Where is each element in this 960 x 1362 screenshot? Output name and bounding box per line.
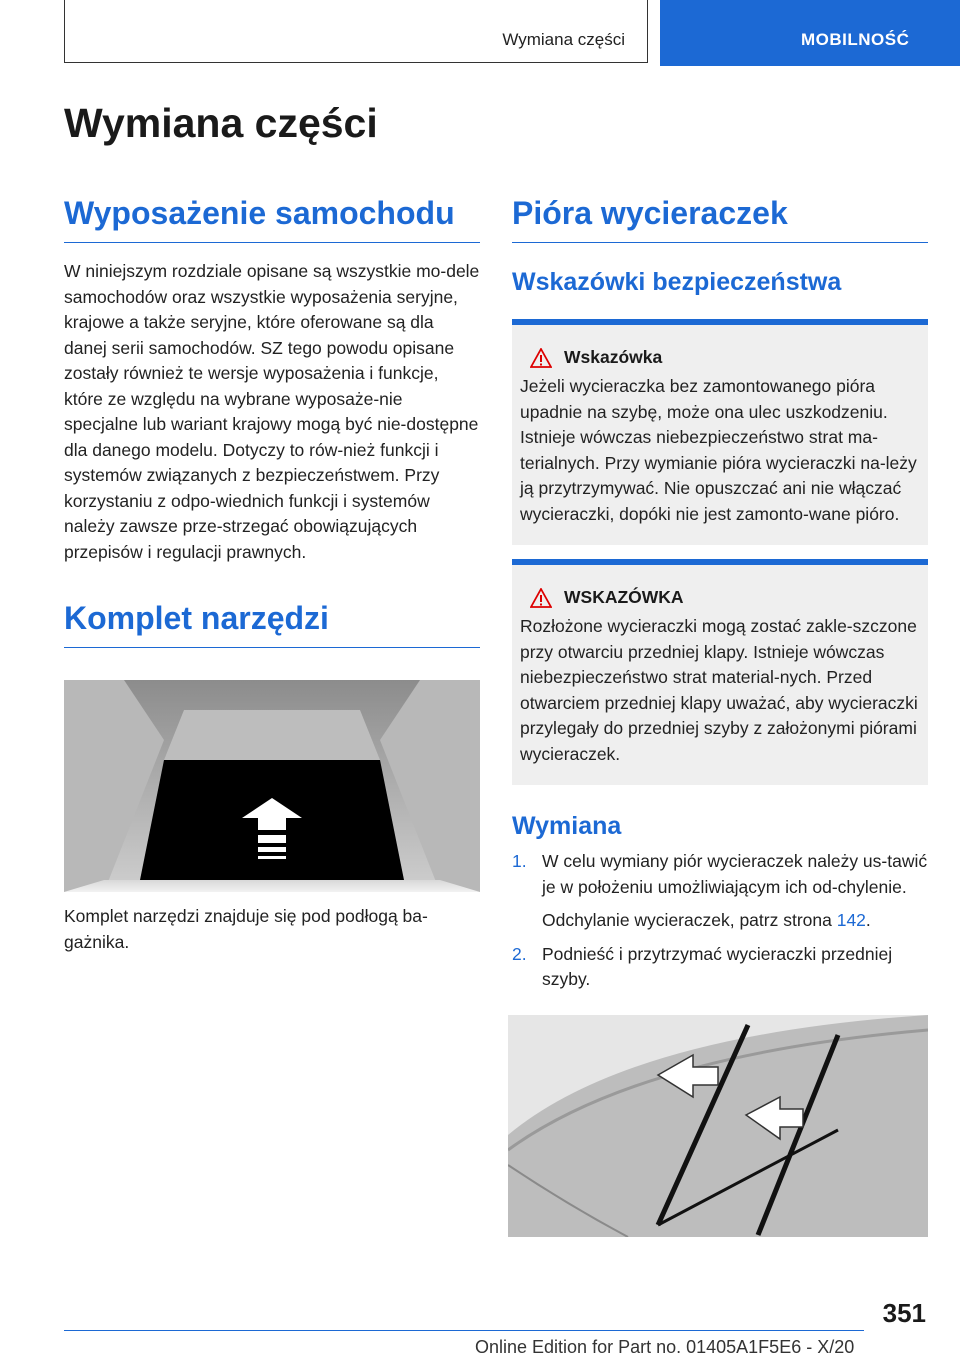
warning-box (512, 559, 928, 785)
toolkit-heading: Komplet narzędzi (64, 595, 480, 648)
step-subtext: Odchylanie wycieraczek, patrz strona 142. (542, 910, 871, 930)
list-item (512, 942, 928, 993)
footer-divider (64, 1330, 864, 1331)
step-number: 2. (512, 943, 527, 964)
left-column (64, 190, 480, 955)
page-title: Wymiana części (64, 100, 378, 146)
edition-text: Online Edition for Part no. 01405A1F5E6 - X/20 (475, 1337, 855, 1357)
warning-triangle-icon (530, 588, 552, 608)
page-number: 351 (882, 1298, 926, 1328)
chapter-title: MOBILNOŚĆ (801, 30, 910, 49)
page-header (0, 0, 960, 66)
right-column (512, 190, 928, 1237)
step-text: W celu wymiany piór wycieraczek należy us-tawić je w położeniu umożliwiającym ich od-chylenie. (542, 851, 928, 897)
replace-heading: Wymiana (512, 812, 622, 840)
step-text: Podnieść i przytrzymać wycieraczki przedniej szyby. (542, 943, 893, 989)
equipment-heading: Wyposażenie samochodu (64, 190, 480, 243)
page-link[interactable]: 142 (836, 910, 866, 930)
warning-title: WSKAZÓWKA (564, 587, 684, 607)
section-tab (64, 0, 648, 63)
section-title: Wymiana części (502, 30, 625, 49)
toolkit-caption: Komplet narzędzi znajduje się pod podłogą ba-gażnika. (64, 906, 428, 952)
equipment-text: W niniejszym rozdziale opisane są wszystkie mo-dele samochodów oraz wszystkie wyposażenia seryjne, krajowe a także seryjne, które oferowane są dla danej serii samochodów. SZ tego powodu opisane zostały również te wersje wyposażenia i funkcje, które ze względu na wybrane wyposaże-nie specjalne lub wariant krajowy mogą być nie-dostępne dla danego modelu. Dotyczy to rów-nież funkcji i systemów związanych z bezpieczeństwem. Przy korzystaniu z odpo-wiednich funkcji i systemów należy zawsze prze-strzegać obowiązujących przepisów i regulacji prawnych. (64, 261, 480, 562)
warning-triangle-icon (530, 348, 552, 368)
wipers-heading: Pióra wycieraczek (512, 190, 928, 243)
chapter-tab (660, 0, 960, 66)
warning-title: Wskazówka (564, 347, 663, 367)
warning-box (512, 319, 928, 545)
warning-text: Rozłożone wycieraczki mogą zostać zakle-szczone przy otwarciu przedniej klapy. Istnieje wówczas niebezpieczeństwo strat material-nych. Przed otwarciem przedniej klapy uważać, aby wycieraczki przylegały do przedniej szyby z założonymi piórami wycieraczek. (520, 616, 918, 764)
safety-heading: Wskazówki bezpieczeństwa (512, 268, 842, 296)
wiper-illustration (508, 1015, 928, 1237)
list-item (512, 849, 928, 934)
warning-text: Jeżeli wycieraczka bez zamontowanego pióra upadnie na szybę, może ona ulec uszkodzeniu. Istnieje wówczas niebezpieczeństwo strat ma-terialnych. Przy wymianie pióra wycieraczki na-leży ją przytrzymywać. Nie opuszczać ani nie włączać wycieraczki, dopóki nie jest zamonto-wane pióro. (520, 376, 917, 524)
steps-list (512, 849, 928, 993)
trunk-illustration (64, 680, 480, 892)
step-number: 1. (512, 851, 527, 871)
